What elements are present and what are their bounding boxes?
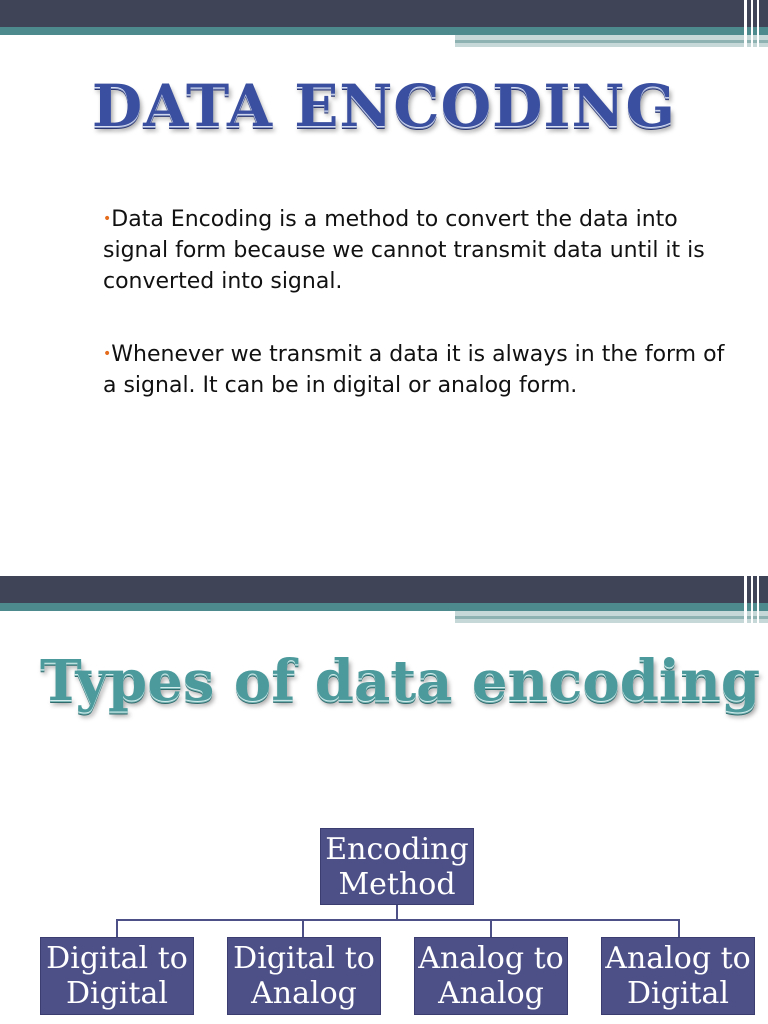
node-label-line1: Digital to	[233, 941, 375, 976]
connector-vertical-child	[302, 919, 304, 937]
slide-title: Types of data encoding	[40, 648, 760, 714]
node-label-line2: Analog	[438, 976, 544, 1011]
connector-vertical-child	[678, 919, 680, 937]
header-banner	[0, 576, 768, 646]
node-digital-to-digital	[40, 937, 194, 1015]
slide-types-of-data-encoding	[0, 512, 768, 1024]
connector-vertical-root	[396, 903, 398, 920]
connector-vertical-child	[116, 919, 118, 937]
bullet-text: Data Encoding is a method to convert the data into signal form because we cannot transmit data until it is converted into signal.	[103, 207, 705, 294]
node-label-line1: Encoding	[325, 831, 469, 867]
bullet-list	[103, 204, 733, 443]
node-label-line1: Digital to	[46, 941, 188, 976]
bullet-marker-icon: •	[103, 346, 112, 362]
slide-title: DATA ENCODING	[91, 72, 677, 140]
bullet-item	[103, 339, 733, 401]
node-encoding-method	[320, 828, 474, 905]
bullet-text: Whenever we transmit a data it is always in the form of a signal. It can be in digital or analog form.	[103, 342, 725, 398]
node-label-line2: Digital	[66, 976, 168, 1011]
node-analog-to-digital	[601, 937, 755, 1015]
node-label-line2: Method	[338, 866, 456, 902]
node-label-line1: Analog to	[605, 941, 751, 976]
connector-horizontal	[116, 919, 680, 921]
bullet-item	[103, 204, 733, 297]
node-digital-to-analog	[227, 937, 381, 1015]
header-banner	[0, 0, 768, 70]
node-analog-to-analog	[414, 937, 568, 1015]
node-label-line2: Digital	[627, 976, 729, 1011]
node-label-line2: Analog	[251, 976, 357, 1011]
bullet-marker-icon: •	[103, 211, 112, 227]
connector-vertical-child	[490, 919, 492, 937]
node-label-line1: Analog to	[418, 941, 564, 976]
